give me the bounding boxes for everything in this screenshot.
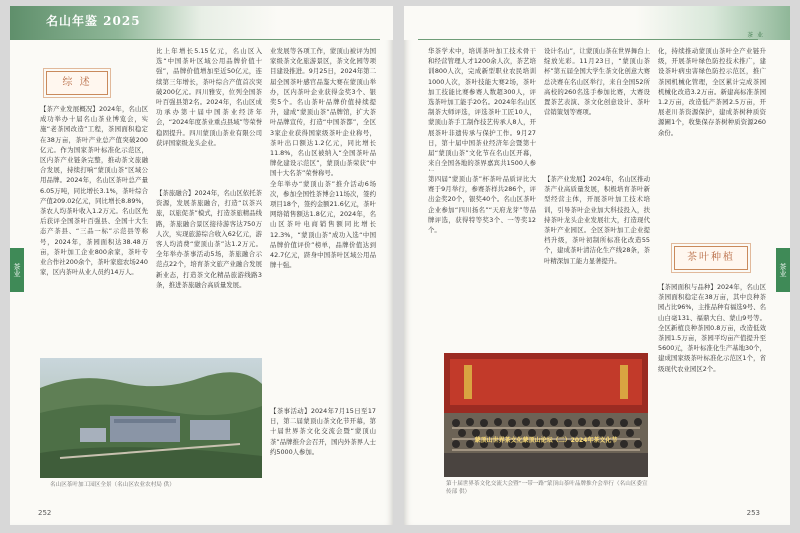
right-col-2-text: 设计名山”，让蒙顶山茶在世界舞台上绽放光彩。11月23日，“蒙顶山茶杯”第五届全国大学生茶文化创意大赛总决赛在名山区举行，来自全国52所高校的260名选手参加比赛，大赛设置茶艺表演、茶文化创意设计、茶叶营销策划等赛项。 xyxy=(544,47,650,117)
left-col-3b-text: 全年举办“蒙顶山茶”推介活动6场次，参加全国性茶博会11场次，签约项目18个，签约金额21.6亿元，茶叶网络销售额达1.8亿元，2024年，名山区茶叶电商销售额同比增长12.3%，“蒙顶山茶”成功入选“中国品牌价值评价”榜单，品牌价值达到42.7亿元，跻身中国茶叶区域公用品牌十强。 xyxy=(270,179,376,270)
right-col-3b xyxy=(658,282,766,502)
left-col-2-text: 比上年增长5.15亿元，名山区入选“中国茶叶区域公用品牌价值十强”，品牌价值增加至近50亿元，连续第三年增长，茶叶综合产值首次突破200亿元。四川雅安，位列全国茶叶百强县第2名。2024年，名山区成功承办第十届中国茶业经济年会，“2024年度茶业重点县域”等荣誉稳固提升。四川蒙顶山茶业有限公司获评国家级龙头企业。 xyxy=(156,47,262,147)
aerial-photo-illustration xyxy=(40,358,262,478)
left-col-2 xyxy=(156,46,262,184)
section-title-cultivation: 茶叶种植 xyxy=(674,246,748,270)
left-col-3 xyxy=(270,46,376,396)
right-col-1b-text: 第四届“蒙顶山茶”杯茶叶品质评比大赛于9月举行，参赛茶样共286个，评出金奖20个，银奖40个。名山区茶叶企业参加“四川扬名”“天府龙芽”等品牌评选，获得特等奖3个、一等奖12个。 xyxy=(428,175,536,235)
photo-banner-text: 蒙顶山世界茶文化蒙顶山论坛（二）2024年茶文化节 xyxy=(474,437,618,444)
side-tab-right: 茶业 xyxy=(776,248,790,292)
left-col-2b-text: 【茶旅融合】2024年，名山区依托茶资源，发展茶旅融合，打造“以茶兴旅，以旅促茶”模式，打造茶旅精品线路，茶旅融合景区接待游客达750万人次，实现旅游综合收入62亿元，游客人均消费“蒙顶山茶”达1.2万元。全年举办茶事活动5场，茶旅融合示范点22个，培育茶文旅产业融合发展新业态，打造茶文化精品旅游线路3条，推进茶旅融合高质量发展。 xyxy=(156,189,262,289)
right-col-2b-text: 【茶产业发展】2024年，名山区推动茶产业高质量发展，积极培育茶叶新型经营主体，开展茶叶加工技术培训，引导茶叶企业加大科技投入，扶持茶叶龙头企业发展壮大，打造现代茶叶产业园区。全区茶叶加工企业提档升级，茶叶初制所标准化改造55个，建成茶叶清洁化生产线28条，茶叶精深加工能力显著提升。 xyxy=(544,175,650,265)
page-header-title: 名山年鉴 2025 xyxy=(46,14,141,28)
left-col-3c xyxy=(270,406,376,506)
right-col-1b xyxy=(428,174,536,344)
right-photo-caption: 第十届世界茶文化交流大会暨“一带一路”蒙顶山茶叶品牌推介会举行（名山区委宣传部 供） xyxy=(446,481,648,495)
right-col-3-text: 化，持续推动蒙顶山茶叶全产业链升级，开展茶叶绿色防控技术推广，建设茶叶病虫害绿色防控示范区，推广茶园机械化管理，全区累计完成茶园机械化改造3.2万亩。新建高标准茶园1.2万亩，改造低产茶园2.5万亩，开展老川茶资源保护，建成茶树种质资源圃1个，收集保存茶树种质资源260余份。 xyxy=(658,47,766,137)
tea-park-photo xyxy=(40,358,262,478)
right-page xyxy=(404,6,790,525)
left-col-1 xyxy=(40,104,148,352)
tea-forum-photo xyxy=(444,353,648,477)
right-col-1 xyxy=(428,46,536,171)
header-rule-right xyxy=(418,39,758,40)
right-col-3 xyxy=(658,46,766,238)
right-header-band xyxy=(404,6,790,40)
page-header-section: 茶 业 xyxy=(747,32,764,39)
page-number-left: 252 xyxy=(38,509,52,517)
left-col-3c-text: 【茶事活动】2024年7月15日至17日，第二届蒙顶山茶文化节开幕，第十届世界茶文化交流会暨“蒙顶山茶”品牌推介会召开，国内外茶界人士约5000人参加。 xyxy=(270,407,376,456)
side-tab-left: 茶业 xyxy=(10,248,24,292)
section-title-overview: 综 述 xyxy=(46,71,108,95)
left-photo-caption: 名山区茶叶加工园区全景（名山区农业农村局 供） xyxy=(50,482,175,488)
left-page xyxy=(10,6,393,525)
left-col-3-text: 业发展等各项工作，蒙顶山被评为国家级茶文化旅游景区，茶文化园等项目建设推进。9月25日，2024年第二届全国茶叶感官品鉴大赛在蒙顶山举办，区内茶叶企业获得金奖3个、银奖5个。名山茶叶品牌价值持续提升，建成“蒙顶山茶”品牌馆，扩大茶叶品牌宣传，打造“中国茶都”，全区3家企业获得国家级茶叶企业称号，茶叶出口额达1.2亿元，同比增长11.8%，名山区被纳入“全国茶叶品牌化建设示范区”，蒙顶山茶荣获“中国十大名茶”荣誉称号。 xyxy=(270,47,376,178)
left-col-1-text: 【茶产业发展概况】2024年，名山区成功举办十届名山茶业博览会，实施“老茶园改造”工程，茶园面积稳定在38万亩，茶叶产业总产值突破200亿元。作为国家茶叶标准化示范区，区内茶产业链条完整，推动茶文旅融合发展，持续打响“蒙顶山茶”区域公用品牌。2024年，名山区茶叶总产量6.05万吨，同比增长3.1%，茶叶综合产值209.02亿元，同比增长8.89%，茶农人均茶叶收入1.2万元。名山区先后获评全国茶叶百强县、全国十大生态产茶县、“三品一标”示范县等称号，2024年，茶园面积达38.48万亩，茶叶加工企业800余家，茶叶专业合作社200余个，茶叶家庭农场240家，区内茶叶从业人员约14万人。 xyxy=(40,105,148,277)
header-rule xyxy=(40,39,380,40)
right-col-3b-text: 【茶园面积与品种】2024年，名山区茶园面积稳定在38万亩，其中良种茶园占比96%，主推品种有福选9号、名山白毫131、福鼎大白、蒙山9号等。全区新植良种茶园0.8万亩，改造低效茶园1.5万亩，茶园平均亩产值提升至5600元，茶叶标准化生产基地30个，建成国家级茶叶标准化示范区1个，省级现代农业园区2个。 xyxy=(658,283,766,373)
right-col-2b xyxy=(544,174,650,344)
right-col-1-text: 华茶学术中，培训茶叶加工技术骨干和经营管理人才1200余人次，茶艺培训800人次，完成新型职业农民培训1000人次，茶叶技能大赛2场，茶叶加工技能比赛参赛人数超300人，评选茶叶加工能手20名。2024年名山区制茶大师评选，评选茶叶工匠10人，蒙顶山茶手工制作技艺传承人8人，开展茶叶非遗传承与保护工作。9月27日，第十届中国茶业经济年会暨第十届“蒙顶山茶”文化节在名山区开幕，来自全国各地的茶界嘉宾共1500人参 xyxy=(428,47,536,168)
group-photo-illustration xyxy=(444,353,648,477)
left-col-2b xyxy=(156,188,262,358)
right-col-2 xyxy=(544,46,650,171)
page-number-right: 253 xyxy=(746,509,760,517)
